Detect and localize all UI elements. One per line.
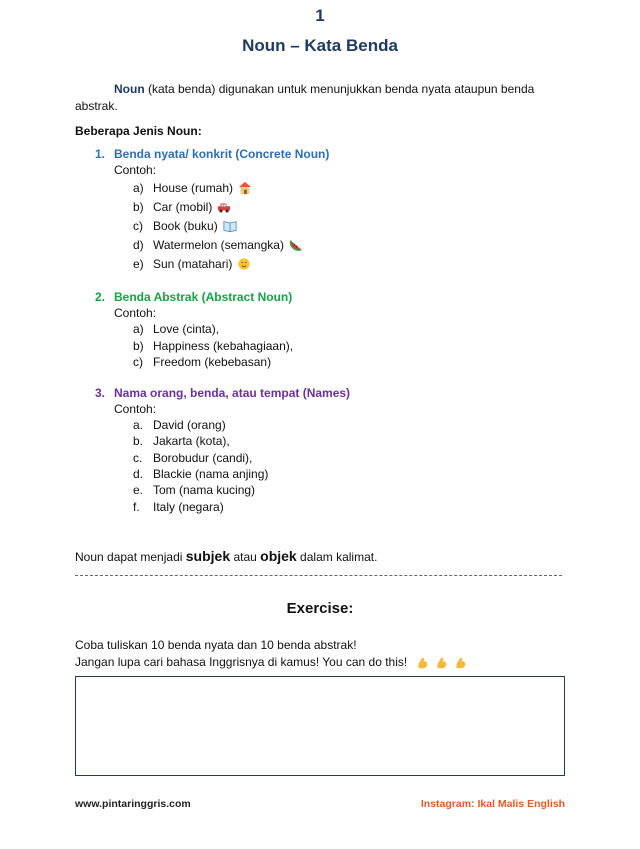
footer-website: www.pintaringgris.com <box>75 798 191 810</box>
objek-word: objek <box>260 548 297 564</box>
watermelon-icon <box>289 238 303 252</box>
section-heading: 3. Nama orang, benda, atau tempat (Names) <box>95 386 351 400</box>
house-icon <box>238 181 252 195</box>
dashed-divider <box>75 575 562 576</box>
flexed-biceps-icon <box>454 656 468 670</box>
section-abstract-noun <box>95 289 293 371</box>
car-icon <box>217 200 231 214</box>
list-item: f. Italy (negara) <box>133 499 224 514</box>
instruction-line-1: Coba tuliskan 10 benda nyata dan 10 benda abstrak! <box>75 638 357 652</box>
section-concrete-noun <box>95 146 329 273</box>
list-item: a) Love (cinta), <box>133 322 220 337</box>
list-item: b. Jakarta (kota), <box>133 434 230 449</box>
section-heading: 2. Benda Abstrak (Abstract Noun) <box>95 290 293 304</box>
list-item: b) Happiness (kebahagiaan), <box>133 338 294 353</box>
list-item: c) Book (buku) <box>133 216 329 235</box>
book-icon <box>223 219 237 233</box>
list-item: a. David (orang) <box>133 418 226 433</box>
list-item: e. Tom (nama kucing) <box>133 483 256 498</box>
flexed-biceps-icon <box>435 656 449 670</box>
list-item: e) Sun (matahari) <box>133 254 329 273</box>
footer-instagram: Instagram: Ikal Malis English <box>420 798 565 810</box>
list-item: c) Freedom (kebebasan) <box>133 355 272 370</box>
types-heading: Beberapa Jenis Noun: <box>75 124 202 138</box>
intro-text: (kata benda) digunakan untuk menunjukkan benda nyata ataupun benda abstrak. <box>75 82 535 113</box>
intro-term: Noun <box>114 82 145 96</box>
subjek-word: subjek <box>185 548 231 564</box>
list-item: b) Car (mobil) <box>133 197 329 216</box>
list-item: c. Borobudur (candi), <box>133 450 253 465</box>
page-number: 1 <box>315 6 325 25</box>
list-item: a) House (rumah) <box>133 178 329 197</box>
contoh-label: Contoh: <box>114 402 157 416</box>
intro-paragraph <box>75 81 570 115</box>
page-title: Noun – Kata Benda <box>242 36 398 55</box>
section-heading: 1. Benda nyata/ konkrit (Concrete Noun) <box>95 147 330 161</box>
exercise-title: Exercise: <box>286 600 354 617</box>
instruction-line-2: Jangan lupa cari bahasa Inggrisnya di kamus! You can do this! <box>75 655 408 669</box>
flexed-biceps-icon <box>416 656 430 670</box>
sun-icon <box>237 257 251 271</box>
section-names <box>95 385 350 515</box>
contoh-label: Contoh: <box>114 163 157 177</box>
list-item: d) Watermelon (semangka) <box>133 235 329 254</box>
list-item: d. Blackie (nama anjing) <box>133 467 269 482</box>
answer-box[interactable] <box>75 676 565 776</box>
exercise-instructions <box>75 637 565 671</box>
subject-object-note: Noun dapat menjadi subjek atau objek dalam kalimat. <box>75 548 378 564</box>
contoh-label: Contoh: <box>114 306 157 320</box>
